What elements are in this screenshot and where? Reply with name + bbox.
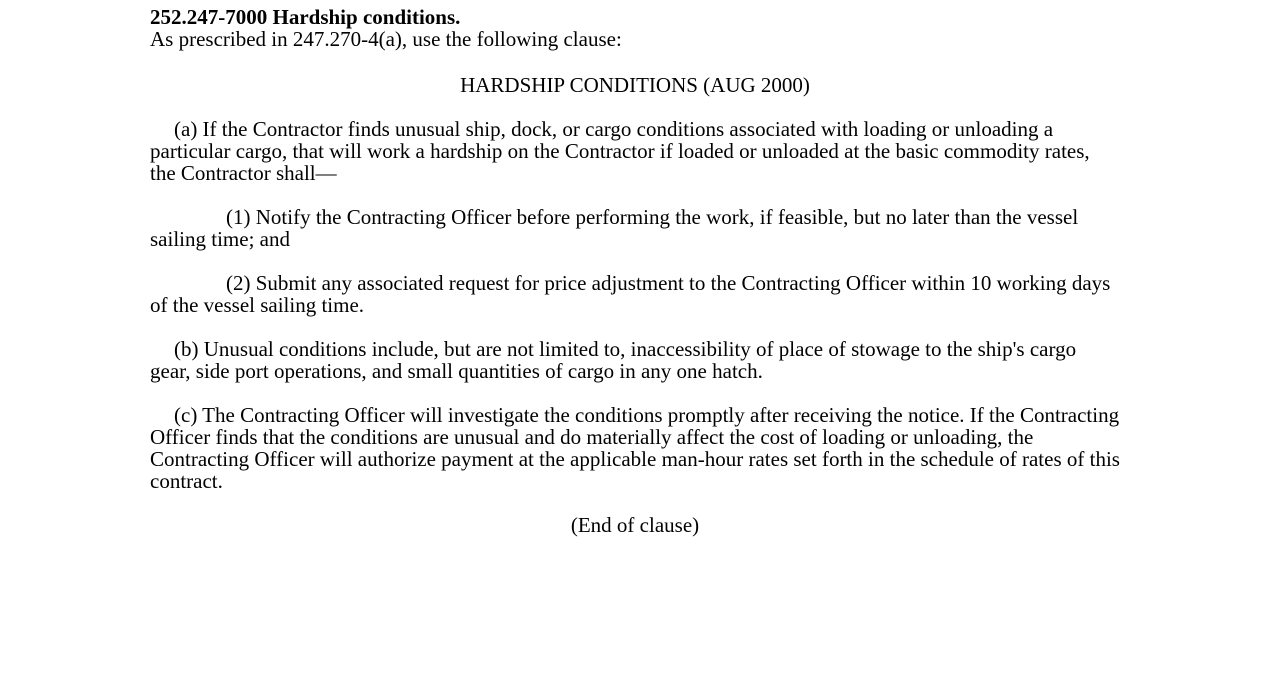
document-page: [150, 6, 1120, 536]
paragraph-a-2: (2) Submit any associated request for price adjustment to the Contracting Officer within 10 working days of the vessel sailing time.: [150, 271, 1111, 317]
clause-title: HARDSHIP CONDITIONS (AUG 2000): [460, 73, 810, 97]
section-intro: As prescribed in 247.270-4(a), use the following clause:: [150, 27, 622, 51]
end-of-clause: (End of clause): [570, 513, 700, 537]
paragraph-b: (b) Unusual conditions include, but are not limited to, inaccessibility of place of stowage to the ship's cargo gear, side port operations, and small quantities of cargo in any one hatch.: [150, 337, 1077, 383]
paragraph-a: (a) If the Contractor finds unusual ship, dock, or cargo conditions associated with loading or unloading a particular cargo, that will work a hardship on the Contractor if loaded or unloaded at the basic commodity rates, the Contractor shall—: [150, 117, 1090, 185]
paragraph-a-1: (1) Notify the Contracting Officer before performing the work, if feasible, but no later than the vessel sailing time; and: [150, 205, 1079, 251]
paragraph-c: (c) The Contracting Officer will investigate the conditions promptly after receiving the notice. If the Contracting Officer finds that the conditions are unusual and do materially affect the cost of loading or unloading, the Contracting Officer will authorize payment at the applicable man-hour rates set forth in the schedule of rates of this contract.: [150, 403, 1120, 493]
section-heading: 252.247-7000 Hardship conditions.: [150, 5, 461, 29]
